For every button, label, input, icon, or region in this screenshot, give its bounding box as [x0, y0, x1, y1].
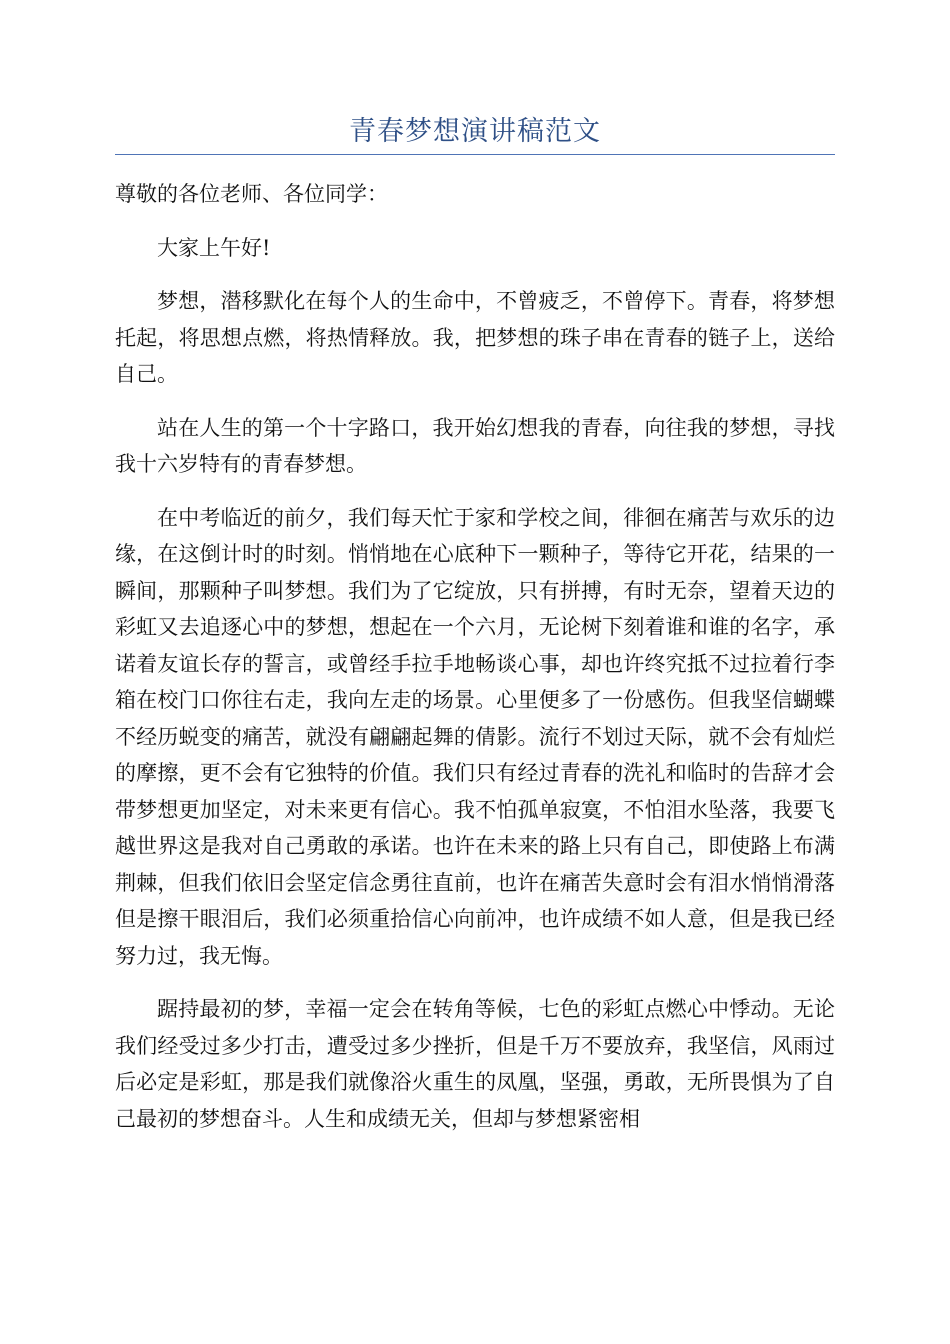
- paragraph-3: 在中考临近的前夕，我们每天忙于家和学校之间，徘徊在痛苦与欢乐的边缘，在这倒计时的时刻。悄悄地在心底种下一颗种子，等待它开花，结果的一瞬间，那颗种子叫梦想。我们为了它绽放，只有拼搏，有时无奈，望着天边的彩虹又去追逐心中的梦想，想起在一个六月，无论树下刻着谁和谁的名字，承诺着友谊长存的誓言，或曾经手拉手地畅谈心事，却也许终究抵不过拉着行李箱在校门口你往右走，我向左走的场景。心里便多了一份感伤。但我坚信蝴蝶不经历蜕变的痛苦，就没有翩翩起舞的倩影。流行不划过天际，就不会有灿烂的摩擦，更不会有它独特的价值。我们只有经过青春的洗礼和临时的告辞才会带梦想更加坚定，对未来更有信心。我不怕孤单寂寞，不怕泪水坠落，我要飞越世界这是我对自己勇敢的承诺。也许在未来的路上只有自己，即使路上布满荆棘，但我们依旧会坚定信念勇往直前，也许在痛苦失意时会有泪水悄悄滑落但是擦干眼泪后，我们必须重拾信心向前冲，也许成绩不如人意，但是我已经努力过，我无悔。: [115, 505, 835, 968]
- paragraph-greeting: 大家上午好!: [157, 235, 271, 260]
- document-body: [115, 176, 835, 1154]
- title-underline: [115, 154, 835, 155]
- paragraph-4: 踞持最初的梦，幸福一定会在转角等候，七色的彩虹点燃心中悸动。无论我们经受过多少打击，遭受过多少挫折，但是千万不要放弃，我坚信，风雨过后必定是彩虹，那是我们就像浴火重生的凤凰，坚强，勇敢，无所畏惧为了自己最初的梦想奋斗。人生和成绩无关，但却与梦想紧密相: [115, 997, 835, 1131]
- paragraph-1: 梦想，潜移默化在每个人的生命中，不曾疲乏，不曾停下。青春，将梦想托起，将思想点燃，将热情释放。我，把梦想的珠子串在青春的链子上，送给自己。: [115, 289, 835, 386]
- paragraph-2: 站在人生的第一个十字路口，我开始幻想我的青春，向往我的梦想，寻找我十六岁特有的青春梦想。: [115, 415, 835, 476]
- salutation: 尊敬的各位老师、各位同学：: [115, 182, 388, 206]
- page-title: 青春梦想演讲稿范文: [349, 116, 601, 147]
